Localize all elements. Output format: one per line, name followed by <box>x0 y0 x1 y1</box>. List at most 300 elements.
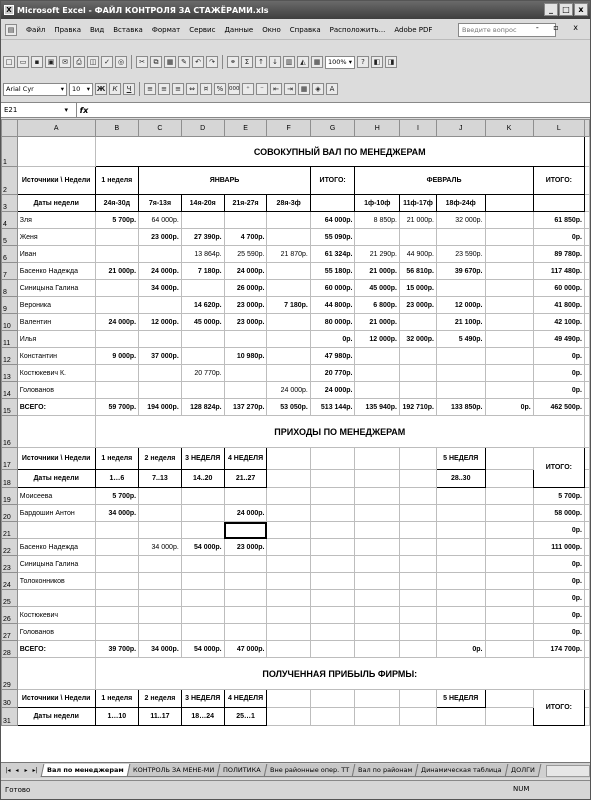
value-cell[interactable] <box>436 607 485 624</box>
value-cell[interactable] <box>181 556 224 573</box>
manager-name[interactable]: Костюкевич К. <box>17 365 95 382</box>
value-cell[interactable] <box>310 624 355 641</box>
document-window-controls[interactable]: - ▫ x <box>535 23 584 32</box>
value-cell[interactable] <box>355 641 400 658</box>
header-week-d[interactable]: 3 НЕДЕЛЯ <box>181 448 224 470</box>
header-week-b[interactable]: 1 неделя <box>95 690 139 708</box>
value-cell[interactable]: 9 000р. <box>95 348 139 365</box>
value-cell[interactable] <box>436 624 485 641</box>
value-cell[interactable] <box>485 505 533 522</box>
italic-button[interactable]: К <box>109 83 121 95</box>
increase-decimal-icon[interactable]: ⁺ <box>242 83 254 95</box>
value-cell[interactable]: 21 000р. <box>95 263 139 280</box>
value-cell[interactable] <box>181 331 224 348</box>
value-cell[interactable] <box>436 488 485 505</box>
value-cell[interactable] <box>400 573 437 590</box>
format-painter-icon[interactable]: ✎ <box>178 56 190 68</box>
header-week-e[interactable]: 4 НЕДЕЛЯ <box>224 448 267 470</box>
menu-format[interactable]: Формат <box>151 25 181 34</box>
value-cell[interactable]: 12 000р. <box>139 314 182 331</box>
cell-m18[interactable] <box>585 470 590 488</box>
cell-g31[interactable] <box>310 708 355 726</box>
cell-m[interactable] <box>585 607 590 624</box>
value-cell[interactable]: 53 050р. <box>267 399 310 416</box>
merge-center-icon[interactable]: ⇔ <box>186 83 198 95</box>
value-cell[interactable] <box>224 212 267 229</box>
row-header[interactable]: 1 <box>2 137 18 167</box>
value-cell[interactable] <box>355 365 400 382</box>
table-icon[interactable]: ▦ <box>311 56 323 68</box>
value-cell[interactable] <box>224 331 267 348</box>
value-cell[interactable]: 44 800р. <box>310 297 355 314</box>
cell-m[interactable] <box>585 590 590 607</box>
value-cell[interactable] <box>485 229 533 246</box>
value-cell[interactable] <box>436 348 485 365</box>
week-dates-b[interactable]: 24я-30д <box>95 195 139 212</box>
week-dates-c[interactable]: 11..17 <box>139 708 182 726</box>
value-cell[interactable] <box>310 573 355 590</box>
row-header[interactable]: 9 <box>2 297 18 314</box>
value-cell[interactable] <box>139 505 182 522</box>
value-cell[interactable]: 47 980р. <box>310 348 355 365</box>
row-header[interactable]: 5 <box>2 229 18 246</box>
value-cell[interactable] <box>436 365 485 382</box>
value-cell[interactable] <box>400 505 437 522</box>
row-header[interactable]: 30 <box>2 690 18 708</box>
week-dates-b[interactable]: 1…6 <box>95 470 139 488</box>
manager-name[interactable]: Валентин <box>17 314 95 331</box>
manager-name[interactable]: Илья <box>17 331 95 348</box>
cell-h18[interactable] <box>355 470 400 488</box>
value-cell[interactable] <box>485 297 533 314</box>
value-cell[interactable] <box>95 229 139 246</box>
value-cell[interactable] <box>267 348 310 365</box>
value-cell[interactable]: 135 940р. <box>355 399 400 416</box>
value-cell[interactable]: 32 000р. <box>436 212 485 229</box>
close-button[interactable]: x <box>574 3 588 16</box>
column-header-i[interactable]: I <box>400 120 437 137</box>
value-cell[interactable] <box>139 522 182 539</box>
decrease-decimal-icon[interactable]: ⁻ <box>256 83 268 95</box>
value-cell[interactable]: 5 490р. <box>436 331 485 348</box>
value-cell[interactable]: 5 700р. <box>95 212 139 229</box>
manager-name[interactable]: Константин <box>17 348 95 365</box>
value-cell[interactable]: 34 000р. <box>139 280 182 297</box>
value-cell[interactable]: 0р. <box>533 590 584 607</box>
week-dates-h[interactable]: 1ф-10ф <box>355 195 400 212</box>
value-cell[interactable]: 133 850р. <box>436 399 485 416</box>
value-cell[interactable]: 23 000р. <box>224 314 267 331</box>
value-cell[interactable] <box>224 556 267 573</box>
align-left-icon[interactable]: ≡ <box>144 83 156 95</box>
week-dates-d[interactable]: 14я-20я <box>181 195 224 212</box>
menu-file[interactable]: Файл <box>26 25 46 34</box>
value-cell[interactable] <box>310 556 355 573</box>
cell-m[interactable] <box>585 314 590 331</box>
row-header[interactable]: 27 <box>2 624 18 641</box>
value-cell[interactable]: 23 000р. <box>400 297 437 314</box>
week-dates-d[interactable]: 14..20 <box>181 470 224 488</box>
cell-m29[interactable] <box>585 658 590 690</box>
value-cell[interactable]: 58 000р. <box>533 505 584 522</box>
value-cell[interactable]: 34 000р. <box>139 539 182 556</box>
header-january[interactable]: ЯНВАРЬ <box>139 167 311 195</box>
value-cell[interactable] <box>485 314 533 331</box>
value-cell[interactable] <box>485 522 533 539</box>
value-cell[interactable] <box>400 488 437 505</box>
value-cell[interactable] <box>355 488 400 505</box>
cell-m[interactable] <box>585 488 590 505</box>
value-cell[interactable] <box>139 488 182 505</box>
currency-icon[interactable]: ¤ <box>200 83 212 95</box>
value-cell[interactable]: 137 270р. <box>224 399 267 416</box>
value-cell[interactable] <box>181 522 224 539</box>
value-cell[interactable]: 21 870р. <box>267 246 310 263</box>
row-header[interactable]: 10 <box>2 314 18 331</box>
hyperlink-icon[interactable]: ⚭ <box>227 56 239 68</box>
header-week-d[interactable]: 3 НЕДЕЛЯ <box>181 690 224 708</box>
cell-m16[interactable] <box>585 416 590 448</box>
value-cell[interactable]: 0р. <box>533 229 584 246</box>
value-cell[interactable]: 39 700р. <box>95 641 139 658</box>
value-cell[interactable]: 80 000р. <box>310 314 355 331</box>
value-cell[interactable] <box>400 365 437 382</box>
manager-name[interactable]: Иван <box>17 246 95 263</box>
cell-m31[interactable] <box>585 708 590 726</box>
manager-name[interactable] <box>17 590 95 607</box>
row-header[interactable]: 13 <box>2 365 18 382</box>
value-cell[interactable]: 0р. <box>310 331 355 348</box>
value-cell[interactable] <box>400 229 437 246</box>
font-name-select[interactable] <box>3 83 67 96</box>
cell-f17[interactable] <box>267 448 310 470</box>
column-header-d[interactable]: D <box>181 120 224 137</box>
cell-k30[interactable] <box>485 690 533 708</box>
value-cell[interactable] <box>267 263 310 280</box>
column-header-c[interactable]: C <box>139 120 182 137</box>
value-cell[interactable] <box>310 590 355 607</box>
value-cell[interactable]: 20 770р. <box>310 365 355 382</box>
header-week-j[interactable]: 5 НЕДЕЛЯ <box>436 448 485 470</box>
value-cell[interactable] <box>485 246 533 263</box>
value-cell[interactable]: 21 290р. <box>355 246 400 263</box>
value-cell[interactable]: 34 000р. <box>139 641 182 658</box>
value-cell[interactable] <box>400 607 437 624</box>
value-cell[interactable]: 14 620р. <box>181 297 224 314</box>
value-cell[interactable]: 47 000р. <box>224 641 267 658</box>
value-cell[interactable]: 89 780р. <box>533 246 584 263</box>
value-cell[interactable]: 61 850р. <box>533 212 584 229</box>
save-icon[interactable]: ▪ <box>31 56 43 68</box>
value-cell[interactable] <box>139 297 182 314</box>
value-cell[interactable] <box>400 522 437 539</box>
value-cell[interactable] <box>436 539 485 556</box>
week-dates-j[interactable]: 18ф-24ф <box>436 195 485 212</box>
value-cell[interactable]: 117 480р. <box>533 263 584 280</box>
value-cell[interactable] <box>224 365 267 382</box>
value-cell[interactable] <box>224 590 267 607</box>
cell-i31[interactable] <box>400 708 437 726</box>
manager-name[interactable]: Басенко Надежда <box>17 263 95 280</box>
cell-m[interactable] <box>585 365 590 382</box>
value-cell[interactable]: 42 100р. <box>533 314 584 331</box>
value-cell[interactable] <box>267 522 310 539</box>
cell-m[interactable] <box>585 573 590 590</box>
cell-m[interactable] <box>585 539 590 556</box>
column-header-l[interactable]: L <box>533 120 584 137</box>
menu-help[interactable]: Справка <box>289 25 321 34</box>
value-cell[interactable]: 24 000р. <box>95 314 139 331</box>
underline-button[interactable]: Ч <box>123 83 135 95</box>
value-cell[interactable]: 12 000р. <box>436 297 485 314</box>
column-header-j[interactable]: J <box>436 120 485 137</box>
value-cell[interactable]: 12 000р. <box>355 331 400 348</box>
value-cell[interactable] <box>139 573 182 590</box>
cell-h30[interactable] <box>355 690 400 708</box>
value-cell[interactable] <box>139 331 182 348</box>
value-cell[interactable] <box>485 348 533 365</box>
week-dates-e[interactable]: 21..27 <box>224 470 267 488</box>
paste-icon[interactable]: ▦ <box>164 56 176 68</box>
value-cell[interactable]: 34 000р. <box>95 505 139 522</box>
value-cell[interactable] <box>436 505 485 522</box>
value-cell[interactable]: 60 000р. <box>533 280 584 297</box>
value-cell[interactable] <box>436 382 485 399</box>
value-cell[interactable] <box>355 522 400 539</box>
value-cell[interactable]: 0р. <box>533 556 584 573</box>
value-cell[interactable] <box>485 624 533 641</box>
header-total[interactable]: ИТОГО: <box>533 690 584 726</box>
header-week-c[interactable]: 2 неделя <box>139 690 182 708</box>
row-header[interactable]: 18 <box>2 470 18 488</box>
value-cell[interactable] <box>181 590 224 607</box>
value-cell[interactable] <box>139 365 182 382</box>
week-dates-e[interactable]: 21я-27я <box>224 195 267 212</box>
spelling-icon[interactable]: ✓ <box>101 56 113 68</box>
value-cell[interactable] <box>485 607 533 624</box>
value-cell[interactable]: 24 000р. <box>267 382 310 399</box>
print-icon[interactable]: ⎙ <box>73 56 85 68</box>
value-cell[interactable]: 0р. <box>533 382 584 399</box>
section-title[interactable]: ПОЛУЧЕННАЯ ПРИБЫЛЬ ФИРМЫ: <box>95 658 584 690</box>
cell-g17[interactable] <box>310 448 355 470</box>
value-cell[interactable]: 174 700р. <box>533 641 584 658</box>
value-cell[interactable] <box>310 539 355 556</box>
header-total-jan[interactable]: ИТОГО: <box>310 167 355 195</box>
cell-l3[interactable] <box>533 195 584 212</box>
value-cell[interactable] <box>181 488 224 505</box>
value-cell[interactable] <box>485 539 533 556</box>
value-cell[interactable] <box>310 641 355 658</box>
value-cell[interactable]: 192 710р. <box>400 399 437 416</box>
value-cell[interactable] <box>310 522 355 539</box>
cell-f18[interactable] <box>267 470 310 488</box>
cell-m[interactable] <box>585 505 590 522</box>
value-cell[interactable] <box>95 590 139 607</box>
value-cell[interactable] <box>436 556 485 573</box>
value-cell[interactable] <box>267 624 310 641</box>
print-preview-icon[interactable]: ◫ <box>87 56 99 68</box>
value-cell[interactable] <box>224 573 267 590</box>
week-dates-c[interactable]: 7..13 <box>139 470 182 488</box>
value-cell[interactable] <box>436 590 485 607</box>
thousands-button[interactable]: 000 <box>228 83 240 95</box>
value-cell[interactable] <box>181 573 224 590</box>
row-header[interactable]: 14 <box>2 382 18 399</box>
value-cell[interactable] <box>355 573 400 590</box>
value-cell[interactable] <box>95 382 139 399</box>
value-cell[interactable] <box>181 607 224 624</box>
cell-i18[interactable] <box>400 470 437 488</box>
cell-m[interactable] <box>585 641 590 658</box>
week-dates-e[interactable]: 25…1 <box>224 708 267 726</box>
value-cell[interactable] <box>400 382 437 399</box>
value-cell[interactable] <box>224 607 267 624</box>
row-header[interactable]: 11 <box>2 331 18 348</box>
value-cell[interactable]: 21 000р. <box>355 263 400 280</box>
align-right-icon[interactable]: ≡ <box>172 83 184 95</box>
cell-m30[interactable] <box>585 690 590 708</box>
value-cell[interactable] <box>139 607 182 624</box>
value-cell[interactable]: 23 000р. <box>139 229 182 246</box>
value-cell[interactable]: 61 324р. <box>310 246 355 263</box>
tab-vne-rayonnye[interactable] <box>263 764 355 777</box>
permission-icon[interactable]: ▣ <box>45 56 57 68</box>
section-title[interactable]: ПРИХОДЫ ПО МЕНЕДЖЕРАМ <box>95 416 584 448</box>
value-cell[interactable] <box>267 539 310 556</box>
week-dates-a[interactable]: Даты недели <box>17 195 95 212</box>
tab-dinamicheskaya[interactable] <box>415 764 508 777</box>
pdf-mail-icon[interactable]: ◨ <box>385 56 397 68</box>
value-cell[interactable]: 54 000р. <box>181 539 224 556</box>
new-icon[interactable]: □ <box>3 56 15 68</box>
cell-h31[interactable] <box>355 708 400 726</box>
cell-a16[interactable] <box>17 416 95 448</box>
value-cell[interactable]: 24 000р. <box>224 263 267 280</box>
value-cell[interactable] <box>224 488 267 505</box>
cell-m[interactable] <box>585 399 590 416</box>
open-icon[interactable]: ▭ <box>17 56 29 68</box>
row-header[interactable]: 26 <box>2 607 18 624</box>
value-cell[interactable] <box>181 382 224 399</box>
font-size-select[interactable] <box>69 83 93 96</box>
cut-icon[interactable]: ✂ <box>136 56 148 68</box>
pdf-icon[interactable]: ◧ <box>371 56 383 68</box>
value-cell[interactable] <box>485 280 533 297</box>
value-cell[interactable] <box>181 348 224 365</box>
row-header[interactable]: 24 <box>2 573 18 590</box>
percent-button[interactable]: % <box>214 83 226 95</box>
manager-name[interactable]: Вероника <box>17 297 95 314</box>
value-cell[interactable]: 32 000р. <box>400 331 437 348</box>
value-cell[interactable]: 24 000р. <box>139 263 182 280</box>
column-header-h[interactable]: H <box>355 120 400 137</box>
manager-name[interactable]: Синицына Галина <box>17 280 95 297</box>
row-header[interactable]: 8 <box>2 280 18 297</box>
value-cell[interactable] <box>400 348 437 365</box>
cell-k18[interactable] <box>485 470 533 488</box>
value-cell[interactable] <box>267 229 310 246</box>
cell-m[interactable] <box>585 229 590 246</box>
value-cell[interactable] <box>436 280 485 297</box>
autosum-icon[interactable]: Σ <box>241 56 253 68</box>
cell-m[interactable] <box>585 331 590 348</box>
cell-k17[interactable] <box>485 448 533 470</box>
cell-m3[interactable] <box>585 195 590 212</box>
header-week-b[interactable]: 1 неделя <box>95 448 139 470</box>
value-cell[interactable] <box>181 212 224 229</box>
row-header[interactable]: 16 <box>2 416 18 448</box>
value-cell[interactable] <box>95 365 139 382</box>
value-cell[interactable]: 64 000р. <box>139 212 182 229</box>
cell-m[interactable] <box>585 280 590 297</box>
value-cell[interactable] <box>485 382 533 399</box>
value-cell[interactable] <box>485 488 533 505</box>
header-sources[interactable]: Источники \ Недели <box>17 167 95 195</box>
value-cell[interactable]: 21 000р. <box>355 314 400 331</box>
sort-ascending-icon[interactable]: ↑ <box>255 56 267 68</box>
column-header-f[interactable]: F <box>267 120 310 137</box>
value-cell[interactable] <box>400 641 437 658</box>
value-cell[interactable] <box>139 382 182 399</box>
menu-tools[interactable]: Сервис <box>189 25 216 34</box>
value-cell[interactable]: 194 000р. <box>139 399 182 416</box>
value-cell[interactable] <box>436 522 485 539</box>
cell-a29[interactable] <box>17 658 95 690</box>
value-cell[interactable] <box>485 641 533 658</box>
value-cell[interactable]: 6 800р. <box>355 297 400 314</box>
value-cell[interactable]: 111 000р. <box>533 539 584 556</box>
document-menu-icon[interactable]: ▤ <box>5 24 17 36</box>
sort-descending-icon[interactable]: ↓ <box>269 56 281 68</box>
function-icon[interactable]: fx <box>79 105 89 115</box>
row-header[interactable]: 7 <box>2 263 18 280</box>
header-sources[interactable]: Источники \ Недели <box>17 690 95 708</box>
cell-k3[interactable] <box>485 195 533 212</box>
value-cell[interactable]: 7 180р. <box>267 297 310 314</box>
value-cell[interactable] <box>181 280 224 297</box>
value-cell[interactable] <box>355 505 400 522</box>
value-cell[interactable]: 20 770р. <box>181 365 224 382</box>
drawing-icon[interactable]: ◭ <box>297 56 309 68</box>
value-cell[interactable] <box>485 263 533 280</box>
active-cell-e21[interactable] <box>224 522 267 539</box>
cell-m[interactable] <box>585 212 590 229</box>
value-cell[interactable]: 4 700р. <box>224 229 267 246</box>
research-icon[interactable]: ◎ <box>115 56 127 68</box>
row-header[interactable]: 31 <box>2 708 18 726</box>
header-sources[interactable]: Источники \ Недели <box>17 448 95 470</box>
value-cell[interactable] <box>485 331 533 348</box>
value-cell[interactable] <box>95 573 139 590</box>
value-cell[interactable] <box>267 573 310 590</box>
value-cell[interactable] <box>267 488 310 505</box>
value-cell[interactable] <box>181 624 224 641</box>
tab-dolgi[interactable] <box>504 764 541 777</box>
week-dates-b[interactable]: 1…10 <box>95 708 139 726</box>
value-cell[interactable]: 24 000р. <box>310 382 355 399</box>
value-cell[interactable]: 41 800р. <box>533 297 584 314</box>
value-cell[interactable]: 55 090р. <box>310 229 355 246</box>
name-box[interactable] <box>1 103 77 117</box>
help-search-input[interactable]: Введите вопрос <box>458 23 556 37</box>
prev-sheet-icon[interactable]: ◂ <box>15 766 19 774</box>
cell-j31[interactable] <box>436 708 485 726</box>
value-cell[interactable]: 128 824р. <box>181 399 224 416</box>
value-cell[interactable]: 44 900р. <box>400 246 437 263</box>
decrease-indent-icon[interactable]: ⇤ <box>270 83 282 95</box>
cell-m[interactable] <box>585 263 590 280</box>
